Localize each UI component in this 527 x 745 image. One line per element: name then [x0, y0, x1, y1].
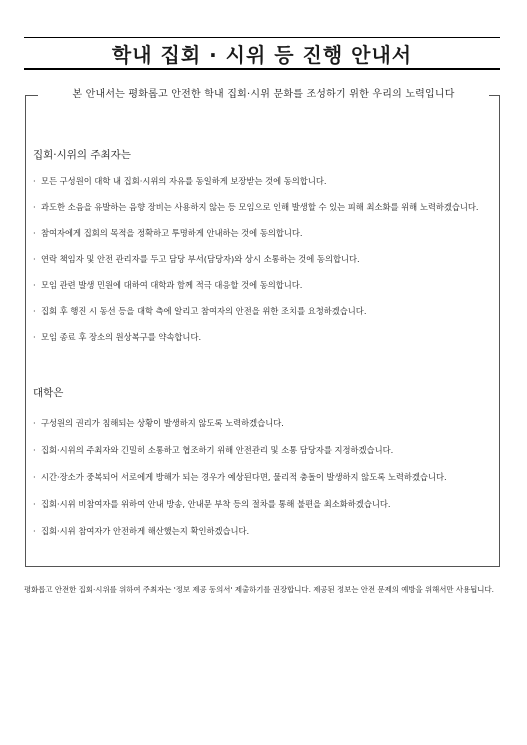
list-item: [33, 331, 498, 357]
organizer-list: [33, 175, 498, 357]
list-item: [33, 305, 498, 331]
list-item: [33, 498, 498, 525]
footer-note: 평화롭고 안전한 집회·시위를 위하여 주최자는 '정보 제공 동의서' 제출하기를 권장합니다. 제공된 정보는 안전 문제의 예방을 위해서만 사용됩니다.: [24, 585, 494, 594]
bullet: ·: [33, 472, 36, 482]
list-item-text: 집회·시위의 주최자와 긴밀히 소통하고 협조하기 위해 안전관리 및 소통 담당자를 지정하겠습니다.: [41, 445, 394, 455]
list-item-text: 모든 구성원이 대학 내 집회·시위의 자유를 동일하게 보장받는 것에 동의합니다.: [41, 176, 327, 186]
bullet: ·: [33, 445, 36, 455]
bullet: ·: [33, 332, 36, 342]
bullet: ·: [33, 418, 36, 428]
list-item: [33, 279, 498, 305]
intro-text: 본 안내서는 평화롭고 안전한 학내 집회·시위 문화를 조성하기 위한 우리의 노력입니다: [38, 87, 489, 103]
list-item: [33, 525, 498, 552]
list-item-text: 집회·시위 비참여자를 위하여 안내 방송, 안내문 부착 등의 절차를 통해 불편을 최소화하겠습니다.: [41, 499, 391, 509]
list-item: [33, 471, 498, 498]
bullet: ·: [33, 254, 36, 264]
list-item-text: 연락 책임자 및 안전 관리자를 두고 담당 부서(담당자)와 상시 소통하는 것에 동의합니다.: [41, 254, 360, 264]
bullet: ·: [33, 202, 36, 212]
list-item: [33, 201, 498, 227]
bullet: ·: [33, 228, 36, 238]
list-item-text: 모임 관련 발생 민원에 대하여 대학과 함께 적극 대응할 것에 동의합니다.: [41, 280, 303, 290]
list-item: [33, 175, 498, 201]
bullet: ·: [33, 306, 36, 316]
list-item: [33, 444, 498, 471]
list-item-text: 과도한 소음을 유발하는 음향 장비는 사용하지 않는 등 모임으로 인해 발생할 수 있는 피해 최소화를 위해 노력하겠습니다.: [41, 202, 479, 212]
document-title: 학내 집회 · 시위 등 진행 안내서: [111, 42, 413, 67]
bullet: ·: [33, 280, 36, 290]
list-item: [33, 253, 498, 279]
list-item: [33, 417, 498, 444]
bullet: ·: [33, 526, 36, 536]
bullet: ·: [33, 176, 36, 186]
list-item-text: 참여자에게 집회의 목적을 정확하고 투명하게 안내하는 것에 동의합니다.: [41, 228, 303, 238]
list-item: [33, 227, 498, 253]
list-item-text: 집회·시위 참여자가 안전하게 해산했는지 확인하겠습니다.: [41, 526, 250, 536]
organizer-section-heading: 집회·시위의 주최자는: [33, 149, 131, 161]
bullet: ·: [33, 499, 36, 509]
list-item-text: 구성원의 권리가 침해되는 상황이 발생하지 않도록 노력하겠습니다.: [41, 418, 284, 428]
university-list: [33, 417, 498, 552]
list-item-text: 시간·장소가 중복되어 서로에게 방해가 되는 경우가 예상된다면, 물리적 충돌이 발생하지 않도록 노력하겠습니다.: [41, 472, 447, 482]
list-item-text: 집회 후 행진 시 동선 등을 대학 측에 알리고 참여자의 안전을 위한 조치를 요청하겠습니다.: [41, 306, 367, 316]
university-section-heading: 대학은: [33, 387, 64, 399]
list-item-text: 모임 종료 후 장소의 원상복구를 약속합니다.: [41, 332, 202, 342]
title-bar: [24, 37, 500, 70]
